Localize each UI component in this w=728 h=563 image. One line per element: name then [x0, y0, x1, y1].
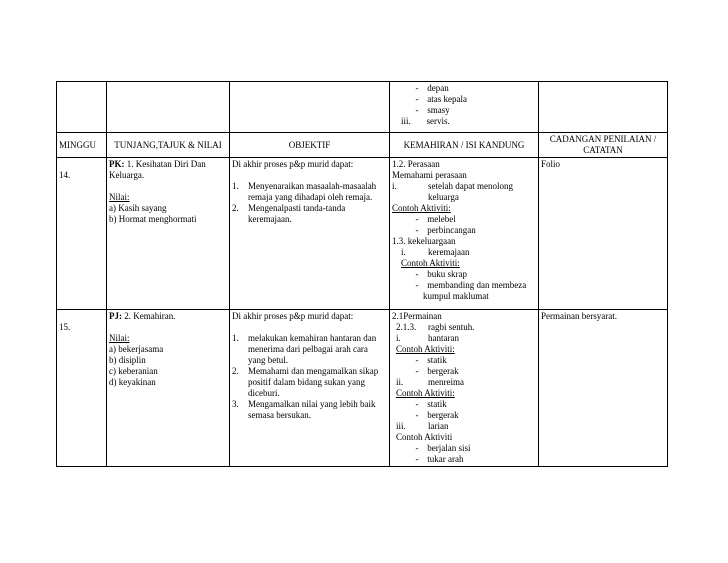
list-item: bergerak [427, 366, 459, 376]
table-row-week-15 [57, 310, 668, 467]
list-item: c) keberanian [109, 366, 158, 376]
cell-objektif: Di akhir proses p&p murid dapat: 1. Menyenaraikan masaalah-masaalah remaja yang dihadapi oleh remaja. 2. Mengenalpasti tanda-tanda keremajaan. [230, 158, 390, 310]
header-objektif: OBJEKTIF [230, 133, 390, 158]
list-item: a) Kasih sayang [109, 203, 167, 213]
cell-kemahiran: 1.2. Perasaan Memahami perasaan i. setelah dapat menolong keluarga Contoh Aktiviti: - melebel - perbincangan 1.3. kekeluargaan i. keremajaan Contoh Aktiviti: - buku skrap - membanding dan membeza kumpul maklumat [390, 158, 539, 310]
list-item: a) bekerjasama [109, 344, 164, 354]
cell-tunjang: PK: 1. Kesihatan Diri Dan Keluarga. Nilai: a) Kasih sayang b) Hormat menghormati [107, 158, 230, 310]
table-row-week-14 [57, 158, 668, 310]
cell-cadangan: Folio [539, 158, 668, 310]
list-item: statik [427, 399, 447, 409]
list-item: membanding dan membeza [427, 280, 527, 290]
cell-empty [57, 82, 107, 133]
header-kemahiran: KEMAHIRAN / ISI KANDUNG [390, 133, 539, 158]
header-row [57, 133, 668, 158]
cell-minggu [57, 310, 107, 467]
list-item: 2. Mengenalpasti tanda-tanda keremajaan. [232, 203, 346, 224]
list-item: berjalan sisi [427, 443, 471, 453]
cell-continuation-kemahiran: - depan - atas kepala - smasy iii. servis. [390, 82, 539, 133]
list-item: servis. [426, 116, 450, 126]
list-item: b) Hormat menghormati [109, 214, 197, 224]
header-tunjang: TUNJANG,TAJUK & NILAI [107, 133, 230, 158]
list-item: buku skrap [427, 269, 467, 279]
week-number: 15. [59, 322, 71, 332]
cell-empty [107, 82, 230, 133]
cell-kemahiran: 2.1Permainan 2.1.3. ragbi sentuh. i. hantaran Contoh Aktiviti: - statik - bergerak ii. menreima Contoh Aktiviti: - statik - bergerak iii. larian Contoh Aktiviti - berjalan sisi - tukar arah [390, 310, 539, 467]
list-item: 1. Menyenaraikan masaalah-masaalah remaja yang dihadapi oleh remaja. [232, 181, 377, 202]
list-item: 1. melakukan kemahiran hantaran dan menerima dari pelbagai arah cara yang betul. [232, 333, 377, 365]
list-item: statik [427, 355, 447, 365]
list-item: melebel [427, 214, 456, 224]
header-minggu: MINGGU [57, 133, 107, 158]
continuation-row [57, 82, 668, 133]
list-item: b) disiplin [109, 355, 146, 365]
list-item: atas kepala [427, 94, 467, 104]
list-item: d) keyakinan [109, 377, 156, 387]
list-item: 2. Memahami dan mengamalkan sikap positif dalam bidang sukan yang diceburi. [232, 366, 379, 398]
list-item: smasy [427, 105, 450, 115]
lesson-plan-table [56, 81, 668, 467]
list-item: depan [427, 83, 449, 93]
cell-objektif: Di akhir proses p&p murid dapat: 1. melakukan kemahiran hantaran dan menerima dari pelbagai arah cara yang betul. 2. Memahami dan mengamalkan sikap positif dalam bidang sukan yang diceburi. 3. Mengamalkan nilai yang lebih baik semasa bersukan. [230, 310, 390, 467]
week-number: 14. [59, 170, 71, 180]
cell-cadangan: Permainan bersyarat. [539, 310, 668, 467]
cell-tunjang: PJ: 2. Kemahiran. Nilai: a) bekerjasama b) disiplin c) keberanian d) keyakinan [107, 310, 230, 467]
nilai-label: Nilai: [109, 192, 130, 202]
list-item: tukar arah [427, 454, 464, 464]
nilai-label: Nilai: [109, 333, 130, 343]
list-item: 3. Mengamalkan nilai yang lebih baik semasa bersukan. [232, 399, 376, 420]
header-cadangan: CADANGAN PENILAIAN / CATATAN [539, 133, 668, 158]
cell-minggu [57, 158, 107, 310]
cell-empty [230, 82, 390, 133]
list-item: perbincangan [427, 225, 476, 235]
list-item: bergerak [427, 410, 459, 420]
cell-empty [539, 82, 668, 133]
